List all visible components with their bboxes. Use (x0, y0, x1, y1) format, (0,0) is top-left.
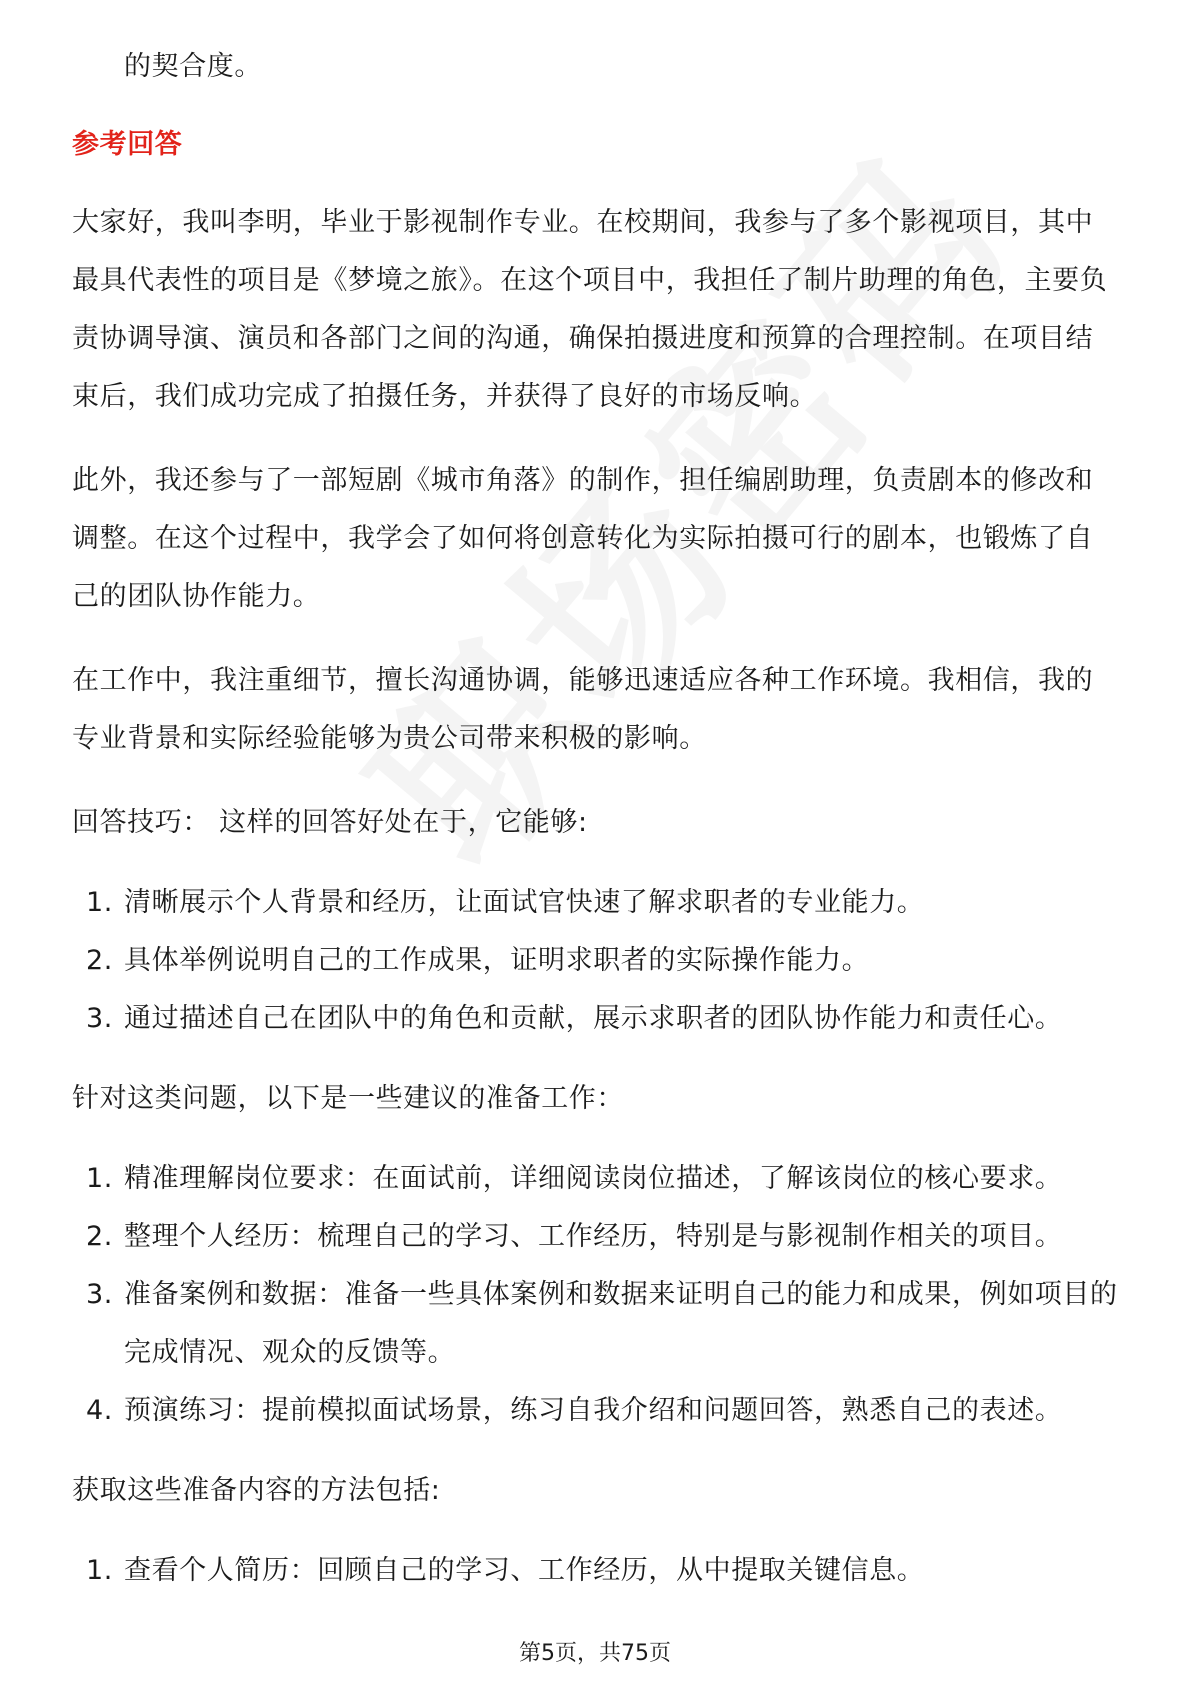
tips-intro: 回答技巧： 这样的回答好处在于，它能够: (72, 807, 588, 838)
list-item-text: 查看个人简历：回顾自己的学习、工作经历，从中提取关键信息。 (124, 1555, 925, 1586)
list-item-text: 准备案例和数据：准备一些具体案例和数据来证明自己的能力和成果，例如项目的完成情况、观众的反馈等。 (124, 1279, 1118, 1368)
answer-paragraph: 此外，我还参与了一部短剧《城市角落》的制作，担任编剧助理，负责剧本的修改和调整。在这个过程中，我学会了如何将创意转化为实际拍摄可行的剧本，也锻炼了自己的团队协作能力。 (72, 465, 1094, 612)
page-footer: 第5页，共75页 (519, 1641, 671, 1666)
list-item (72, 932, 1120, 990)
prep-list (72, 1150, 1120, 1440)
list-item-text: 清晰展示个人背景和经历，让面试官快速了解求职者的专业能力。 (124, 887, 925, 918)
list-item-text: 具体举例说明自己的工作成果，证明求职者的实际操作能力。 (124, 945, 870, 976)
list-number: 2. (86, 945, 113, 976)
list-item (72, 1150, 1120, 1208)
continuation-text: 的契合度。 (124, 51, 262, 82)
list-number: 2. (86, 1221, 113, 1252)
methods-list (72, 1542, 1120, 1600)
list-number: 1. (86, 1555, 113, 1586)
list-item-text: 整理个人经历：梳理自己的学习、工作经历，特别是与影视制作相关的项目。 (124, 1221, 1063, 1252)
answer-paragraph: 大家好，我叫李明，毕业于影视制作专业。在校期间，我参与了多个影视项目，其中最具代表性的项目是《梦境之旅》。在这个项目中，我担任了制片助理的角色，主要负责协调导演、演员和各部门之间的沟通，确保拍摄进度和预算的合理控制。在项目结束后，我们成功完成了拍摄任务，并获得了良好的市场反响。 (72, 207, 1108, 412)
list-item (72, 1208, 1120, 1266)
prep-intro: 针对这类问题，以下是一些建议的准备工作： (72, 1083, 624, 1114)
list-number: 1. (86, 1163, 113, 1194)
list-item (72, 1266, 1120, 1382)
list-number: 3. (86, 1279, 113, 1310)
page-content (72, 38, 1120, 1622)
list-item (72, 990, 1120, 1048)
section-heading: 参考回答 (72, 129, 183, 160)
tips-list (72, 874, 1120, 1048)
list-item-text: 精准理解岗位要求：在面试前，详细阅读岗位描述，了解该岗位的核心要求。 (124, 1163, 1063, 1194)
list-item (72, 874, 1120, 932)
list-number: 3. (86, 1003, 113, 1034)
list-number: 1. (86, 887, 113, 918)
list-number: 4. (86, 1395, 113, 1426)
list-item (72, 1542, 1120, 1600)
list-item (72, 1382, 1120, 1440)
list-item-text: 预演练习：提前模拟面试场景，练习自我介绍和问题回答，熟悉自己的表述。 (124, 1395, 1063, 1426)
answer-paragraph: 在工作中，我注重细节，擅长沟通协调，能够迅速适应各种工作环境。我相信，我的专业背景和实际经验能够为贵公司带来积极的影响。 (72, 665, 1094, 754)
methods-intro: 获取这些准备内容的方法包括: (72, 1475, 441, 1506)
list-item-text: 通过描述自己在团队中的角色和贡献，展示求职者的团队协作能力和责任心。 (124, 1003, 1063, 1034)
